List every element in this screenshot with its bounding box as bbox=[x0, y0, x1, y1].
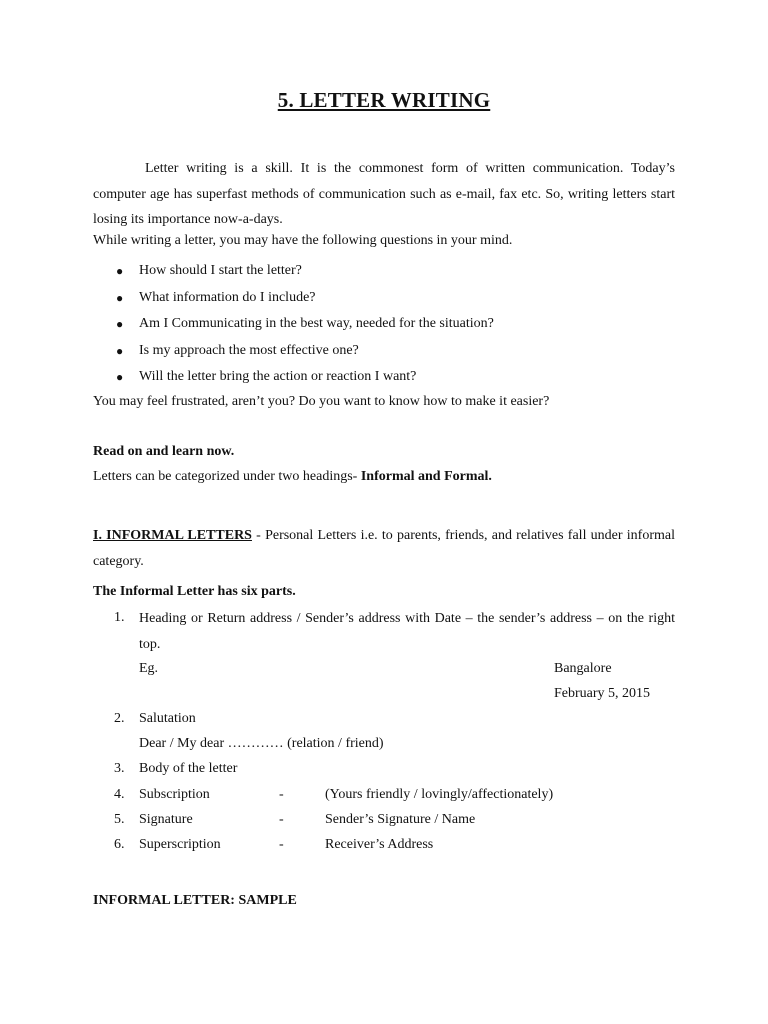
part-dash: - bbox=[279, 812, 284, 827]
informal-description: - Personal Letters i.e. to parents, friends, and relatives fall under informal category. bbox=[93, 528, 675, 569]
bullet-icon: ● bbox=[116, 343, 124, 358]
salutation-example: Dear / My dear ………… (relation / friend) bbox=[139, 736, 384, 751]
part-text: Heading or Return address / Sender’s address with Date – the sender’s address – on the right top. bbox=[139, 611, 675, 652]
part-value: Sender’s Signature / Name bbox=[325, 812, 476, 827]
categories-bold: Informal and Formal. bbox=[360, 469, 492, 484]
part-text: Body of the letter bbox=[139, 761, 238, 776]
example-place: Bangalore bbox=[554, 661, 612, 676]
part-dash: - bbox=[279, 787, 284, 802]
list-item bbox=[112, 311, 494, 338]
parts-heading: The Informal Letter has six parts. bbox=[93, 584, 296, 599]
part-text: Subscription bbox=[139, 787, 210, 802]
bullet-icon: ● bbox=[116, 290, 124, 305]
question-text: What information do I include? bbox=[139, 289, 316, 305]
question-text: Is my approach the most effective one? bbox=[139, 342, 359, 358]
questions-lead: While writing a letter, you may have the following questions in your mind. bbox=[93, 233, 513, 248]
part-value: (Yours friendly / lovingly/affectionately) bbox=[325, 787, 554, 802]
part-number: 5. bbox=[114, 812, 125, 827]
categories-text: Letters can be categorized under two headings- bbox=[93, 469, 361, 484]
part-text: Salutation bbox=[139, 711, 196, 726]
list-item bbox=[112, 338, 494, 365]
example-label: Eg. bbox=[139, 661, 159, 676]
bullet-icon: ● bbox=[116, 317, 124, 331]
bullet-icon: ● bbox=[116, 264, 124, 278]
question-text: Will the letter bring the action or reaction I want? bbox=[139, 369, 417, 384]
frustrated-line: You may feel frustrated, aren’t you? Do you want to know how to make it easier? bbox=[93, 394, 550, 409]
list-item bbox=[112, 258, 494, 285]
part-value: Receiver’s Address bbox=[325, 837, 434, 852]
part-number: 2. bbox=[114, 711, 125, 726]
list-item bbox=[112, 364, 494, 391]
questions-list bbox=[112, 258, 494, 391]
list-item bbox=[112, 285, 494, 312]
part-number: 3. bbox=[114, 761, 125, 776]
part-text: Signature bbox=[139, 812, 193, 827]
part-number: 6. bbox=[114, 837, 125, 852]
informal-intro bbox=[93, 523, 675, 574]
informal-heading: I. INFORMAL LETTERS bbox=[93, 528, 252, 543]
sample-heading: INFORMAL LETTER: SAMPLE bbox=[93, 893, 297, 908]
bullet-icon: ● bbox=[116, 370, 124, 384]
part-number: 1. bbox=[114, 610, 125, 625]
part-number: 4. bbox=[114, 787, 125, 802]
intro-paragraph: Letter writing is a skill. It is the commonest form of written communication. Today’s computer age has superfast methods of communication such as e-mail, fax etc. So, writing letters start losing its importance now-a-days. bbox=[93, 161, 675, 227]
part-text: Superscription bbox=[139, 837, 221, 852]
categories-line bbox=[93, 469, 675, 485]
read-on-heading: Read on and learn now. bbox=[93, 444, 235, 459]
page-title: 5. LETTER WRITING bbox=[277, 88, 491, 112]
question-text: Am I Communicating in the best way, needed for the situation? bbox=[139, 316, 494, 331]
question-text: How should I start the letter? bbox=[139, 263, 302, 278]
example-date: February 5, 2015 bbox=[554, 686, 651, 701]
part-dash: - bbox=[279, 837, 284, 852]
